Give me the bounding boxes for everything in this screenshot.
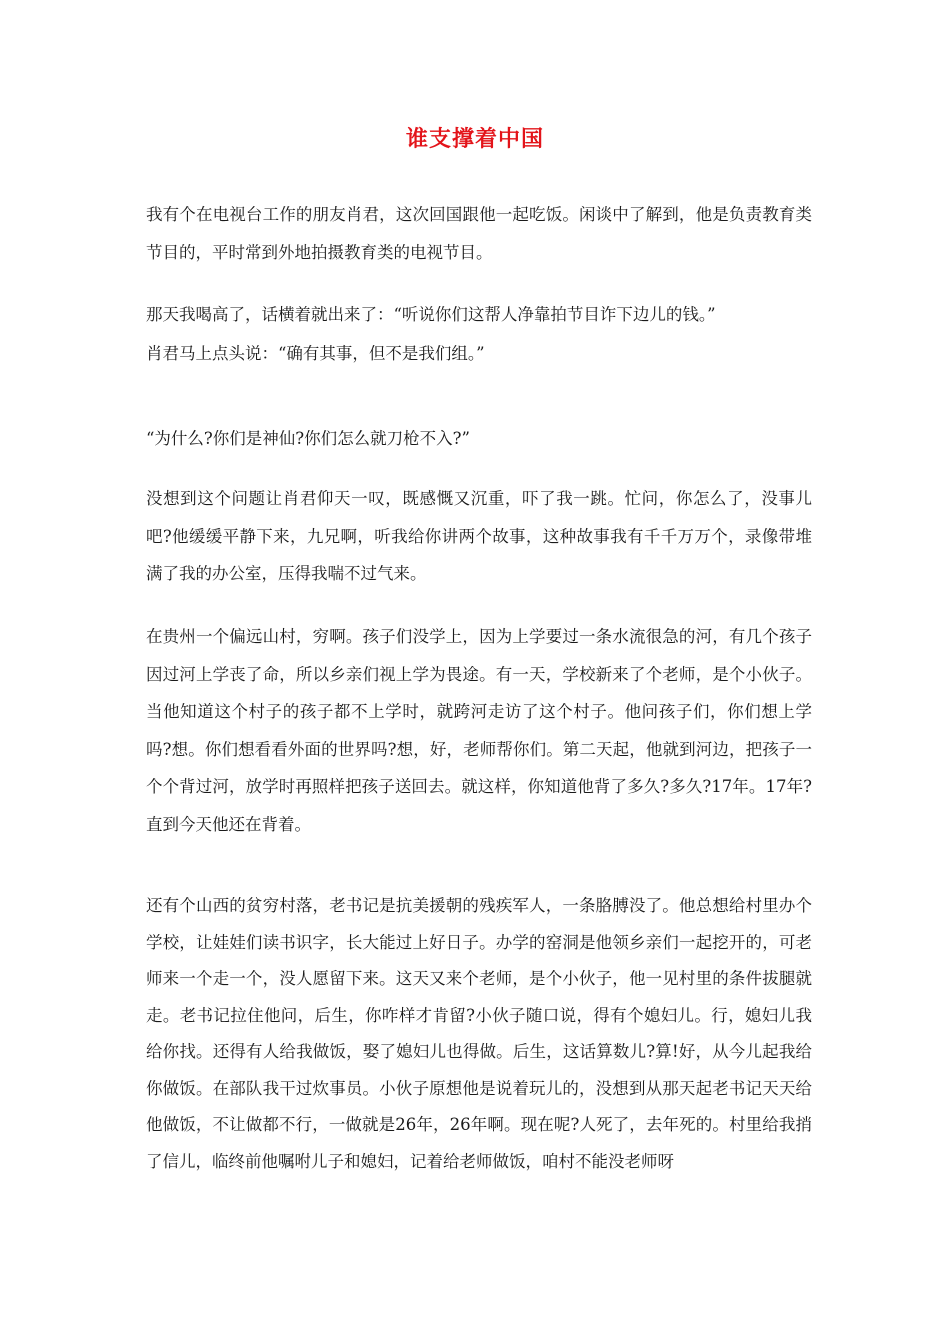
paragraph-dialogue-3: “为什么?你们是神仙?你们怎么就刀枪不入?” xyxy=(146,429,470,448)
paragraph-dialogue-2: 肖君马上点头说：“确有其事，但不是我们组。” xyxy=(146,344,485,363)
document-title: 谁支撑着中国 xyxy=(405,127,544,152)
paragraph-story-guizhou: 在贵州一个偏远山村，穷啊。孩子们没学上，因为上学要过一条水流很急的河，有几个孩子因过河上学丧了命，所以乡亲们视上学为畏途。有一天，学校新来了个老师，是个小伙子。当他知道这个村子的孩子都不上学时，就跨河走访了这个村子。他问孩子们，你们想上学吗?想。你们想看看外面的世界吗?想，好，老师帮你们。第二天起，他就到河边，把孩子一个个背过河，放学时再照样把孩子送回去。就这样，你知道他背了多久?多久?17年。17年?直到今天他还在背着。 xyxy=(146,627,812,834)
paragraph-reaction: 没想到这个问题让肖君仰天一叹，既感慨又沉重，吓了我一跳。忙问，你怎么了，没事儿吧?他缓缓平静下来，九兄啊，听我给你讲两个故事，这种故事我有千千万万个，录像带堆满了我的办公室，压得我喘不过气来。 xyxy=(146,489,812,583)
paragraph-dialogue-1: 那天我喝高了，话横着就出来了：“听说你们这帮人净靠拍节目诈下边儿的钱。” xyxy=(146,305,716,324)
paragraph-story-shanxi: 还有个山西的贫穷村落，老书记是抗美援朝的残疾军人，一条胳膊没了。他总想给村里办个学校，让娃娃们读书识字，长大能过上好日子。办学的窑洞是他领乡亲们一起挖开的，可老师来一个走一个，没人愿留下来。这天又来个老师，是个小伙子，他一见村里的条件拔腿就走。老书记拉住他问，后生，你咋样才肯留?小伙子随口说，得有个媳妇儿。行，媳妇儿我给你找。还得有人给我做饭，娶了媳妇儿也得做。后生，这话算数儿?算!好，从今儿起我给你做饭。在部队我干过炊事员。小伙子原想他是说着玩儿的，没想到从那天起老书记天天给他做饭，不让做都不行，一做就是26年，26年啊。现在呢?人死了，去年死的。村里给我捎了信儿，临终前他嘱咐儿子和媳妇，记着给老师做饭，咱村不能没老师呀 xyxy=(146,896,812,1171)
paragraph-intro: 我有个在电视台工作的朋友肖君，这次回国跟他一起吃饭。闲谈中了解到，他是负责教育类节目的，平时常到外地拍摄教育类的电视节目。 xyxy=(146,205,812,262)
